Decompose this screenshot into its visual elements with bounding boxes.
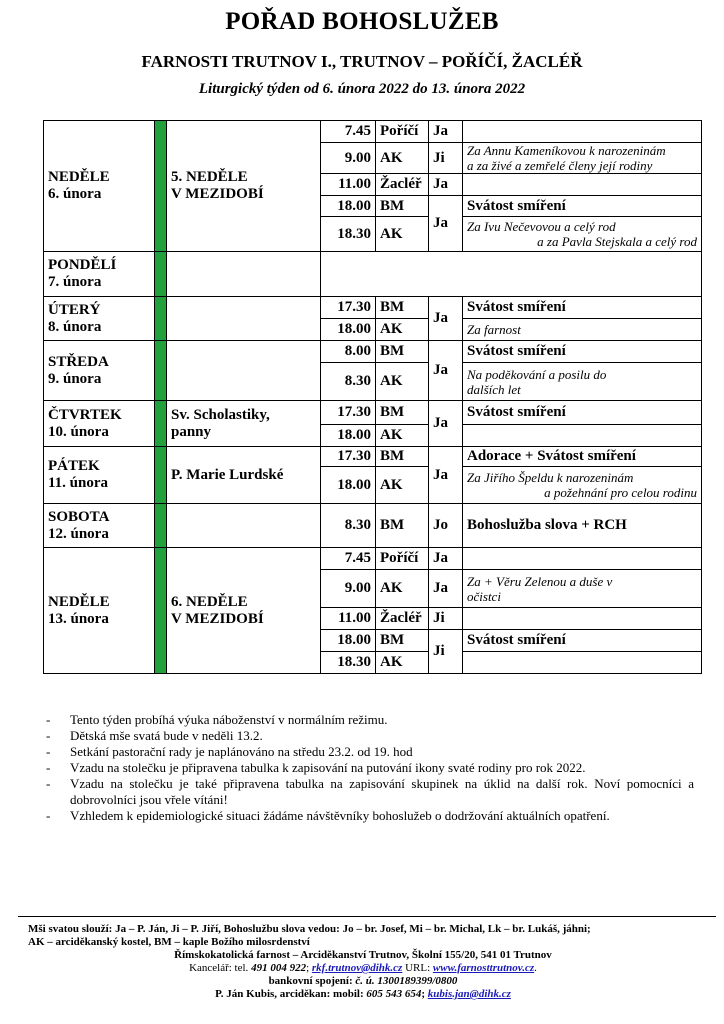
table-row: 9.00 AK Ji Za Annu Kameníkovou k narozeninám a za živé a zemřelé členy její rodiny <box>44 143 702 174</box>
table-row: NEDĚLE 6. února 5. NEDĚLE V MEZIDOBÍ 7.45 Poříčí Ja <box>44 121 702 143</box>
day-cell: NEDĚLE 6. února <box>44 121 155 252</box>
priest-contact: P. Ján Kubis, arciděkan: mobil: 605 543 654; kubis.jan@dihk.cz <box>215 988 511 1000</box>
page-title: POŘAD BOHOSLUŽEB <box>225 8 499 35</box>
bank-info: bankovní spojení: č. ú. 1300189399/0800 <box>268 975 458 987</box>
table-row: 18.00 AK Za farnost <box>44 319 702 341</box>
schedule-table <box>43 120 702 674</box>
day-cell: PÁTEK 11. února <box>44 447 155 504</box>
list-item: - Vzhledem k epidemiologické situaci žádáme návštěvníky bohoslužeb o dodržování aktuálních opatření. <box>46 808 694 824</box>
feast-cell: Sv. Scholastiky, panny <box>167 401 321 447</box>
table-row: 8.30 AK Na poděkování a posilu do dalších let <box>44 363 702 401</box>
feast-cell: 6. NEDĚLE V MEZIDOBÍ <box>167 548 321 674</box>
table-row: 9.00 AK Ja Za + Věru Zelenou a duše v očistci <box>44 570 702 608</box>
table-row: 18.00 BM Ji Svátost smíření <box>44 630 702 652</box>
day-cell: STŘEDA 9. února <box>44 341 155 401</box>
website-link[interactable]: www.farnosttrutnov.cz <box>432 962 535 974</box>
table-row: 11.00 Žacléř Ji <box>44 608 702 630</box>
table-row: NEDĚLE 13. února 6. NEDĚLE V MEZIDOBÍ 7.45 Poříčí Ja <box>44 548 702 570</box>
footer <box>28 923 698 1001</box>
list-item: - Tento týden probíhá výuka náboženství v normálním režimu. <box>46 712 694 728</box>
table-row: 18.00 AK <box>44 425 702 447</box>
office-contact: Kancelář: tel. 491 004 922; rkf.trutnov@dihk.cz URL: www.farnosttrutnov.cz. <box>189 962 537 974</box>
table-row <box>44 252 702 297</box>
list-item: - Setkání pastorační rady je naplánováno na středu 23.2. od 19. hod <box>46 744 694 760</box>
priest-email-link[interactable]: kubis.jan@dihk.cz <box>427 988 511 1000</box>
footer-divider <box>18 916 716 917</box>
parish-address: Římskokatolická farnost – Arciděkanství Trutnov, Školní 155/20, 541 01 Trutnov <box>174 949 552 961</box>
feast-cell: 5. NEDĚLE V MEZIDOBÍ <box>167 121 321 252</box>
announcements-list <box>46 712 694 824</box>
day-cell: SOBOTA 12. února <box>44 504 155 548</box>
footer-legend: Mši svatou slouží: Ja – P. Ján, Ji – P. Jiří, Bohoslužbu slova vedou: Jo – br. Josef, Mi – br. Michal, Lk – br. Lukáš, jáhni; <box>28 923 591 935</box>
parish-subtitle: FARNOSTI TRUTNOV I., TRUTNOV – POŘÍČÍ, ŽACLÉŘ <box>141 52 583 71</box>
day-cell: ČTVRTEK 10. února <box>44 401 155 447</box>
footer-legend-2: AK – arciděkanský kostel, BM – kaple Božího milosrdenství <box>28 936 310 948</box>
day-cell: NEDĚLE 13. února <box>44 548 155 674</box>
table-row: ČTVRTEK 10. února Sv. Scholastiky, panny 17.30 BM Ja Svátost smíření <box>44 401 702 425</box>
day-cell: PONDĚLÍ 7. února <box>44 252 155 297</box>
day-cell: ÚTERÝ 8. února <box>44 297 155 341</box>
list-item: - Dětská mše svatá bude v neděli 13.2. <box>46 728 694 744</box>
table-row: STŘEDA 9. února 8.00 BM Ja Svátost smíření <box>44 341 702 363</box>
table-row: 18.30 AK <box>44 652 702 674</box>
liturgical-week: Liturgický týden od 6. února 2022 do 13. února 2022 <box>198 81 526 97</box>
table-row: 18.30 AK Za Ivu Nečevovou a celý rod a za Pavla Stejskala a celý rod <box>44 217 702 252</box>
list-item: - Vzadu na stolečku je připravena tabulka k zapisování na putování ikony svaté rodiny pro rok 2022. <box>46 760 694 776</box>
feast-cell: P. Marie Lurdské <box>167 447 321 504</box>
table-row: 18.00 BM Ja Svátost smíření <box>44 196 702 217</box>
table-row: 18.00 AK Za Jiřího Špeldu k narozeninám a požehnání pro celou rodinu <box>44 467 702 504</box>
table-row: 11.00 Žacléř Ja <box>44 174 702 196</box>
list-item: - Vzadu na stolečku je také připravena tabulka na zapisování skupinek na úklid na další rok. Noví pomocníci a dobrovolníci jsou vřele vítáni! <box>46 776 694 808</box>
table-row: SOBOTA 12. února 8.30 BM Jo Bohoslužba slova + RCH <box>44 504 702 548</box>
table-row: ÚTERÝ 8. února 17.30 BM Ja Svátost smíření <box>44 297 702 319</box>
office-email-link[interactable]: rkf.trutnov@dihk.cz <box>311 962 403 974</box>
table-row: PÁTEK 11. února P. Marie Lurdské 17.30 BM Ja Adorace + Svátost smíření <box>44 447 702 467</box>
